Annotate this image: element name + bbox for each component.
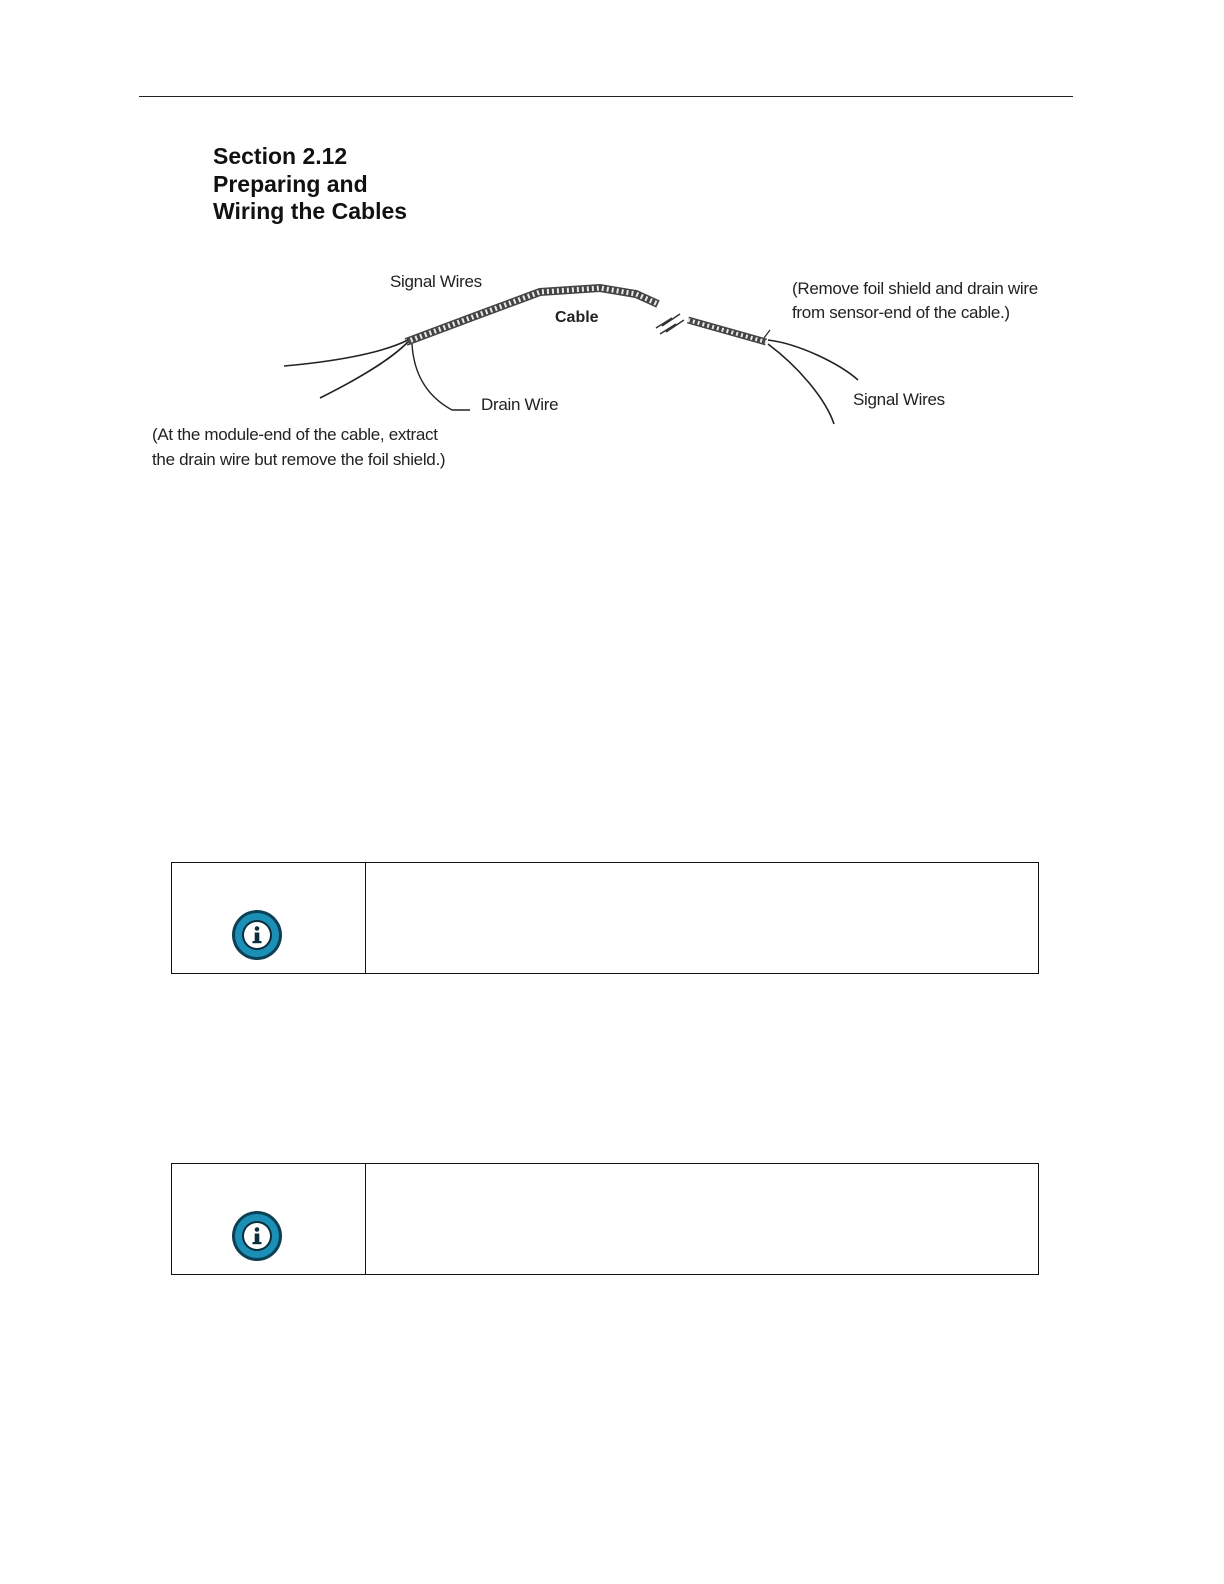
section-title-line2: Wiring the Cables — [213, 198, 408, 224]
signal-wire-right-tip — [764, 330, 770, 338]
module-end-note-line2: the drain wire but remove the foil shield.) — [152, 450, 446, 469]
label-signal-wires-left: Signal Wires — [390, 272, 482, 291]
info-icon — [230, 1209, 284, 1263]
section-title-line1: Preparing and — [213, 170, 368, 197]
header-rule — [139, 96, 1073, 97]
cable-diagram — [0, 240, 1224, 500]
sensor-end-note-line2: from sensor-end of the cable.) — [792, 303, 1010, 322]
note-box — [171, 862, 1039, 974]
label-cable: Cable — [555, 309, 599, 326]
note-text — [366, 1164, 1038, 1274]
label-drain-wire: Drain Wire — [481, 395, 559, 414]
signal-wire-left-1 — [284, 340, 408, 366]
signal-wire-left-2 — [320, 342, 408, 398]
signal-wire-right-2 — [768, 344, 834, 424]
sensor-end-note-line1: (Remove foil shield and drain wire — [792, 279, 1038, 298]
note-box — [171, 1163, 1039, 1275]
module-end-note-line1: (At the module-end of the cable, extract — [152, 425, 438, 444]
label-signal-wires-right: Signal Wires — [853, 390, 945, 409]
section-title — [213, 143, 407, 226]
section-number: Section 2.12 — [213, 143, 348, 169]
drain-wire — [412, 344, 470, 410]
note-text — [366, 863, 1038, 973]
note-icon-cell — [172, 863, 366, 973]
info-icon — [230, 908, 284, 962]
cable-break-symbol — [656, 314, 684, 334]
signal-wire-right-1 — [768, 340, 858, 380]
note-icon-cell — [172, 1164, 366, 1274]
cable-body — [406, 288, 658, 342]
